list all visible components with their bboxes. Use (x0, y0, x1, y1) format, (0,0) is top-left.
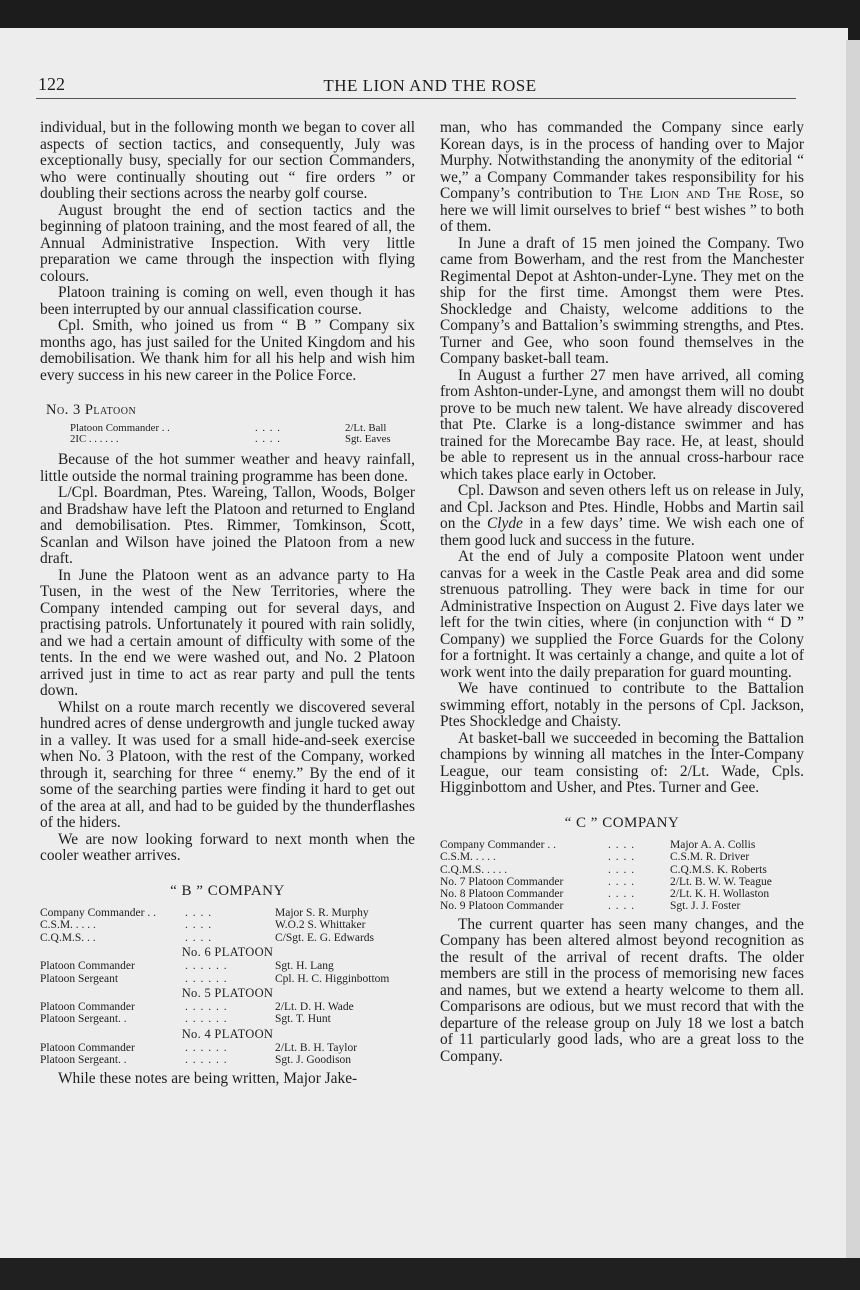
paragraph: In June a draft of 15 men joined the Company. Two came from Bowerham, and the rest from the Manchester Regimental Depot at Ashton-under-Lyne. They met on the ship for the first time. Amongst them were Ptes. Shockledge and Chaisty, welcome additions to the Company’s and Battalion’s swimming strengths, and Ptes. Turner and Gee, who soon found themselves in the Company basket-ball team. (440, 234, 804, 367)
left-column (40, 120, 415, 1087)
roster-leader: . . . . (608, 900, 636, 913)
roster-role: No. 9 Platoon Commander (440, 900, 564, 913)
roster-name: 2/Lt. K. H. Wollaston (670, 888, 770, 901)
roster-leader: . . . . (255, 421, 281, 434)
roster-leader: . . . . (608, 888, 636, 901)
platoon-heading: No. 3 Platoon (46, 402, 137, 418)
roster-name: Sgt. Eaves (345, 433, 391, 446)
roster-role: C.S.M. . . . . (440, 851, 496, 864)
roster-row (40, 973, 415, 985)
roster-row (440, 839, 804, 851)
roster-leader: . . . . (608, 875, 636, 888)
paragraph-text: in a few days’ time. We wish each one of them good luck and success in the future. (440, 515, 805, 549)
roster-role: C.S.M. . . . . (40, 919, 96, 932)
roster-name: C.S.M. R. Driver (670, 851, 750, 864)
paragraph: In June the Platoon went as an advance party to Ha Tusen, in the west of the New Territories, where the Company intended camping out for several days, and practising patrols. Unfortunately it poured with rain solidly, and we had a certain amount of difficulty with some of the tents. In the end we were washed out, and No. 2 Platoon arrived just in time to act as rear party and pull the tents down. (40, 566, 415, 700)
page-number: 122 (38, 74, 65, 94)
roster-row (440, 876, 804, 888)
roster-row (40, 932, 415, 944)
platoon-subheading: No. 5 PLATOON (181, 985, 274, 1000)
company-heading: “ B ” COMPANY (170, 882, 285, 899)
company-roster (440, 839, 804, 913)
paragraph: At the end of July a composite Platoon went under canvas for a week in the Castle Peak area and did some strenuous patrolling. They were back in time for our Administrative Inspection on August 2. Five days later we left for the twin cities, where (in conjunction with “ D ” Company) we supplied the Force Guards for the Colony for a fortnight. It was certainly a change, and quite a lot of work went into the daily preparation for guard mounting. (440, 548, 804, 681)
roster-name: Cpl. H. C. Higginbottom (275, 972, 390, 985)
roster-row (40, 960, 415, 972)
paragraph: L/Cpl. Boardman, Ptes. Wareing, Tallon, Woods, Bolger and Bradshaw have left the Platoon and returned to England and demobilisation. Ptes. Rimmer, Tomkinson, Scott, Scanlan and Wilson have joined the Platoon from a new draft. (40, 484, 415, 568)
right-column (440, 120, 804, 1065)
roster-row (40, 1013, 415, 1025)
paragraph-text: , so here we will limit ourselves to brief “ best wishes ” to both of them. (440, 185, 804, 235)
roster-role: C.Q.M.S. . . (40, 931, 96, 944)
roster-name: 2/Lt. B. H. Taylor (275, 1042, 358, 1055)
roster-role: Platoon Commander (40, 1042, 135, 1055)
paragraph: While these notes are being written, Major Jake- (58, 1069, 358, 1087)
roster-role: Platoon Sergeant. . (40, 1013, 127, 1026)
roster-name: Major A. A. Collis (670, 839, 756, 851)
roster-row (440, 888, 804, 900)
roster-role: C.Q.M.S. . . . . (440, 863, 508, 876)
roster-row (40, 434, 415, 446)
paragraph: Cpl. Smith, who joined us from “ B ” Company six months ago, has just sailed for the United Kingdom and his demobilisation. We thank him for all his help and wish him every success in his new career in the Police Force. (40, 317, 415, 384)
roster-role: Platoon Sergeant. . (40, 1054, 127, 1067)
roster-row (40, 1042, 415, 1054)
roster-leader: . . . . (185, 919, 213, 932)
roster-leader: . . . . . . (185, 1013, 228, 1026)
roster-role: 2IC . . . . . . (70, 433, 119, 446)
paragraph-text: Cpl. Dawson and seven others left us on release in July, and Cpl. Jackson and Ptes. Hindle, Hobbs and Martin sail on the (440, 482, 804, 532)
roster-leader: . . . . . . (185, 960, 228, 973)
paragraph (440, 120, 804, 236)
roster-role: Company Commander . . (440, 839, 556, 851)
roster-row (440, 864, 804, 876)
running-head: THE LION AND THE ROSE (323, 76, 537, 95)
ship-name: Clyde (486, 515, 523, 532)
roster-name: 2/Lt. D. H. Wade (275, 1001, 354, 1014)
paragraph: In August a further 27 men have arrived, all coming from Ashton-under-Lyne, and amongst them will no doubt prove to be much new talent. We have already discovered that Pte. Clarke is a long-distance swimmer and has trained for the Morecambe Bay race. He, at least, should be able to represent us in the annual cross-harbour race which takes place early in October. (440, 366, 804, 483)
roster-row (40, 907, 415, 919)
roster-role: No. 8 Platoon Commander (440, 888, 564, 901)
paragraph: At basket-ball we succeeded in becoming the Battalion champions by winning all matches in the Inter-Company League, our team consisting of: 2/Lt. Wade, Cpls. Higginbottom and Usher, and Ptes. Turner and Gee. (440, 729, 804, 796)
roster-row (40, 919, 415, 931)
roster-name: 2/Lt. B. W. W. Teague (670, 875, 772, 888)
roster-leader: . . . . (608, 851, 636, 864)
magazine-title: The Lion and The Rose (618, 185, 780, 202)
roster-role: Platoon Sergeant (40, 972, 119, 985)
roster-role: No. 7 Platoon Commander (440, 875, 564, 888)
roster-leader: . . . . (608, 863, 636, 876)
roster-role: Platoon Commander (40, 1001, 135, 1014)
page-shadow (0, 1258, 860, 1290)
platoon-roster (40, 423, 415, 447)
roster-leader: . . . . . . (185, 972, 228, 985)
paragraph: We have continued to contribute to the Battalion swimming effort, notably in the persons of Cpl. Jackson, Ptes Shockledge and Chaisty. (440, 680, 804, 730)
page-edge (846, 40, 860, 1260)
paragraph: We are now looking forward to next month when the cooler weather arrives. (40, 830, 415, 865)
roster-role: Company Commander . . (40, 907, 156, 920)
roster-leader: . . . . (255, 433, 281, 446)
roster-name: Sgt. J. J. Foster (670, 900, 741, 913)
roster-row (40, 1001, 415, 1013)
roster-row (440, 900, 804, 912)
paragraph: individual, but in the following month we began to cover all aspects of section tactics, and consequently, July was exceptionally busy, specially for our section Commanders, who were continually shouting out “ fire orders ” or doubling their sections across the nearby golf course. (40, 119, 415, 202)
header-rule (36, 98, 796, 99)
roster-name: C/Sgt. E. G. Edwards (275, 931, 375, 944)
platoon-subheading: No. 4 PLATOON (181, 1026, 274, 1041)
paragraph (440, 483, 804, 549)
roster-role: Platoon Commander (40, 960, 135, 973)
paragraph: Because of the hot summer weather and heavy rainfall, little outside the normal training programme has been done. (40, 451, 415, 485)
roster-name: 2/Lt. Ball (345, 421, 387, 434)
roster-leader: . . . . . . (185, 1001, 228, 1014)
platoon-subheading: No. 6 PLATOON (181, 944, 274, 959)
roster-name: Sgt. J. Goodison (275, 1054, 352, 1067)
roster-leader: . . . . (608, 839, 636, 851)
roster-name: Major S. R. Murphy (275, 907, 369, 920)
roster-name: Sgt. H. Lang (275, 960, 334, 973)
roster-leader: . . . . (185, 931, 213, 944)
roster-name: C.Q.M.S. K. Roberts (670, 863, 767, 876)
paragraph: The current quarter has seen many changes, and the Company has been altered almost beyond recognition as the result of the arrival of recent drafts. The older members are still in the process of memorising new faces and names, but we extend a hearty welcome to them all. Comparisons are odious, but we must record that with the departure of the release group on July 18 we lost a batch of 11 particularly good lads, who are a great loss to the Company. (440, 915, 804, 1065)
roster-row (440, 851, 804, 863)
roster-leader: . . . . (185, 907, 213, 920)
roster-name: W.O.2 S. Whittaker (275, 919, 366, 932)
paragraph: Whilst on a route march recently we discovered several hundred acres of dense undergrowth and jungle tucked away in a valley. It was used for a small hide-and-seek exercise when No. 3 Platoon, with the rest of the Company, worked through it, searching for three “ enemy.” By the end of it some of the searching parties were finding it hard to get out of the area at all, and had to be guided by the thunderflashes of the hiders. (40, 698, 415, 832)
company-roster (40, 907, 415, 1067)
roster-row (40, 1054, 415, 1066)
roster-leader: . . . . . . (185, 1042, 228, 1055)
roster-leader: . . . . . . (185, 1054, 228, 1067)
company-heading: “ C ” COMPANY (564, 814, 680, 831)
roster-name: Sgt. T. Hunt (275, 1013, 331, 1026)
paragraph: Platoon training is coming on well, even though it has been interrupted by our annual classification course. (40, 284, 415, 318)
paragraph-text: man, who has commanded the Company since early Korean days, is in the process of handing over to Major Murphy. Notwithstanding the anonymity of the editorial “ we,” a Company Commander takes responsibility for his Company’s contribution to (440, 119, 804, 202)
roster-role: Platoon Commander . . (70, 421, 170, 434)
paragraph: August brought the end of section tactics and the beginning of platoon training, and the most feared of all, the Annual Administrative Inspection. With very little preparation we came through the inspection with flying colours. (40, 201, 415, 285)
